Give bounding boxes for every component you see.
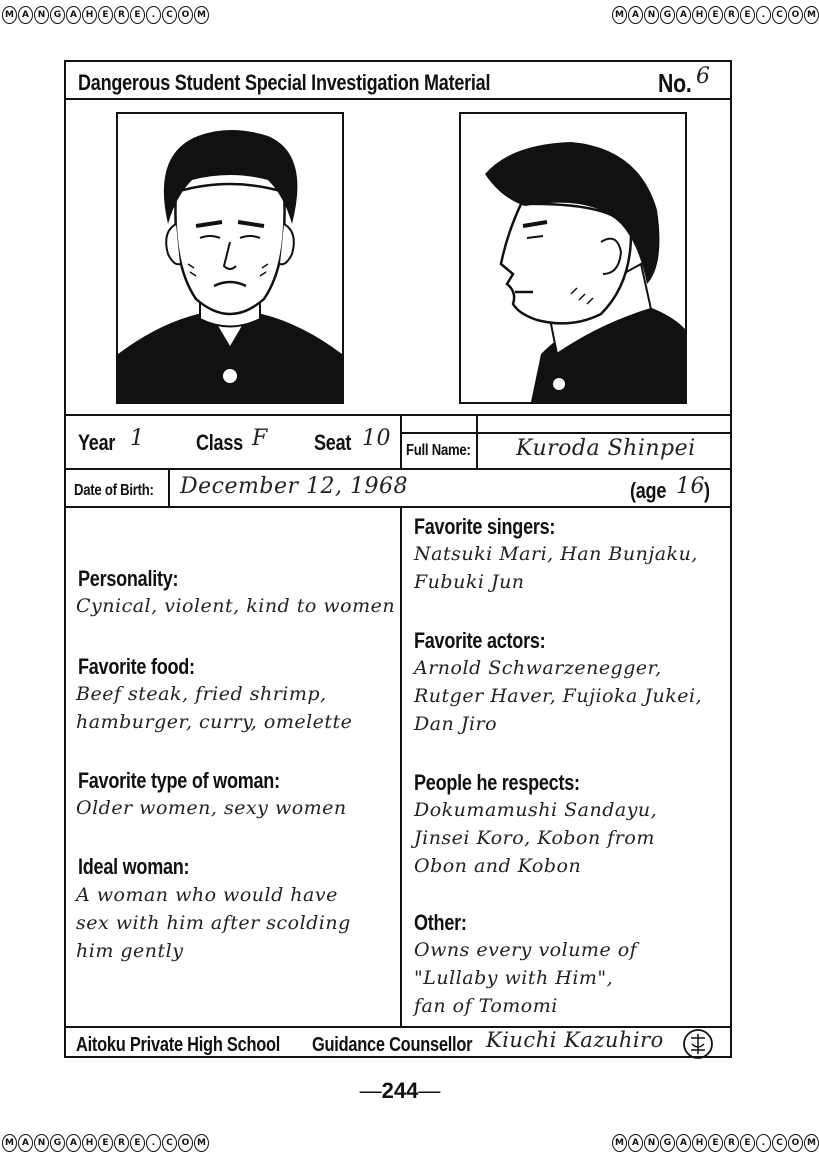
watermark-letter: O bbox=[788, 1134, 803, 1152]
watermark-letter: A bbox=[66, 6, 81, 24]
watermark-letter: C bbox=[162, 1134, 177, 1152]
dob-label: Date of Birth: bbox=[74, 482, 154, 499]
watermark-letter: C bbox=[162, 6, 177, 24]
watermark-bottom-right bbox=[612, 1134, 819, 1152]
watermark-letter: R bbox=[724, 6, 739, 24]
watermark-top-left bbox=[2, 6, 209, 24]
name-label-divider bbox=[476, 414, 478, 468]
watermark-letter: M bbox=[612, 6, 627, 24]
other-line2: "Lullaby with Him", bbox=[414, 967, 614, 989]
watermark-letter: N bbox=[644, 1134, 659, 1152]
photo-divider bbox=[66, 414, 730, 416]
ideal-woman-line2: sex with him after scolding bbox=[76, 912, 351, 934]
watermark-letter: M bbox=[804, 6, 819, 24]
form-number-label: No. bbox=[658, 68, 692, 98]
watermark-letter: G bbox=[50, 6, 65, 24]
ideal-woman-label: Ideal woman: bbox=[78, 854, 190, 879]
watermark-letter: E bbox=[740, 1134, 755, 1152]
watermark-letter: C bbox=[772, 1134, 787, 1152]
watermark-letter: R bbox=[724, 1134, 739, 1152]
page-number-dash-left: — bbox=[359, 1078, 382, 1103]
woman-type-label: Favorite type of woman: bbox=[78, 768, 280, 793]
year-value: 1 bbox=[130, 426, 145, 451]
watermark-letter: M bbox=[2, 1134, 17, 1152]
singers-label: Favorite singers: bbox=[414, 514, 556, 539]
respects-line3: Obon and Kobon bbox=[414, 855, 582, 877]
watermark-letter: A bbox=[628, 1134, 643, 1152]
watermark-letter: H bbox=[692, 1134, 707, 1152]
other-line3: fan of Tomomi bbox=[414, 995, 558, 1017]
favorite-food-line1: Beef steak, fried shrimp, bbox=[76, 683, 327, 705]
watermark-letter: A bbox=[66, 1134, 81, 1152]
fullname-value: Kuroda Shinpei bbox=[516, 436, 696, 461]
watermark-letter: R bbox=[114, 6, 129, 24]
watermark-letter: E bbox=[98, 6, 113, 24]
watermark-letter: O bbox=[178, 1134, 193, 1152]
singers-line2: Fubuki Jun bbox=[414, 571, 525, 593]
watermark-letter: A bbox=[18, 1134, 33, 1152]
watermark-letter: N bbox=[34, 6, 49, 24]
age-close: ) bbox=[704, 478, 710, 503]
watermark-letter: E bbox=[740, 6, 755, 24]
personality-label: Personality: bbox=[78, 566, 179, 591]
actors-label: Favorite actors: bbox=[414, 628, 546, 653]
watermark-top-right bbox=[612, 6, 819, 24]
profile-view-photo bbox=[459, 112, 687, 404]
watermark-letter: E bbox=[98, 1134, 113, 1152]
watermark-letter: M bbox=[194, 1134, 209, 1152]
respects-label: People he respects: bbox=[414, 770, 580, 795]
school-name: Aitoku Private High School bbox=[76, 1034, 281, 1056]
watermark-letter: N bbox=[644, 6, 659, 24]
dob-bottom-divider bbox=[66, 506, 730, 508]
watermark-letter: . bbox=[756, 6, 771, 24]
watermark-letter: E bbox=[708, 1134, 723, 1152]
watermark-bottom-left bbox=[2, 1134, 209, 1152]
respects-line2: Jinsei Koro, Kobon from bbox=[414, 827, 655, 849]
seat-label: Seat bbox=[314, 430, 352, 455]
front-portrait-illustration bbox=[118, 114, 342, 402]
watermark-letter: M bbox=[2, 6, 17, 24]
watermark-letter: C bbox=[772, 6, 787, 24]
header-divider bbox=[66, 98, 730, 100]
watermark-letter: G bbox=[660, 6, 675, 24]
counsellor-name: Kiuchi Kazuhiro bbox=[486, 1028, 664, 1052]
front-view-photo bbox=[116, 112, 344, 404]
favorite-food-line2: hamburger, curry, omelette bbox=[76, 711, 353, 733]
page-number-value: 244 bbox=[381, 1078, 419, 1103]
seat-value: 10 bbox=[362, 426, 391, 451]
form-number-value: 6 bbox=[696, 64, 711, 89]
watermark-letter: G bbox=[660, 1134, 675, 1152]
watermark-letter: . bbox=[756, 1134, 771, 1152]
other-label: Other: bbox=[414, 910, 467, 935]
counsellor-label: Guidance Counsellor bbox=[312, 1034, 473, 1056]
singers-line1: Natsuki Mari, Han Bunjaku, bbox=[414, 543, 698, 565]
name-top-divider bbox=[400, 432, 730, 434]
watermark-letter: N bbox=[34, 1134, 49, 1152]
watermark-letter: A bbox=[676, 6, 691, 24]
page-number-dash-right: — bbox=[418, 1078, 441, 1103]
watermark-letter: M bbox=[804, 1134, 819, 1152]
ideal-woman-line1: A woman who would have bbox=[76, 884, 338, 906]
watermark-letter: O bbox=[178, 6, 193, 24]
watermark-letter: E bbox=[130, 1134, 145, 1152]
watermark-letter: H bbox=[82, 6, 97, 24]
watermark-letter: H bbox=[82, 1134, 97, 1152]
actors-line2: Rutger Haver, Fujioka Jukei, bbox=[414, 685, 703, 707]
fullname-label: Full Name: bbox=[406, 442, 471, 459]
investigation-form bbox=[64, 60, 732, 1058]
year-label: Year bbox=[78, 430, 116, 455]
watermark-letter: A bbox=[18, 6, 33, 24]
dob-value: December 12, 1968 bbox=[180, 474, 408, 499]
age-open: (age bbox=[630, 478, 667, 503]
age-value: 16 bbox=[676, 474, 705, 499]
class-label: Class bbox=[196, 430, 243, 455]
personality-value: Cynical, violent, kind to women bbox=[76, 595, 396, 617]
form-title: Dangerous Student Special Investigation Material bbox=[78, 70, 491, 95]
class-value: F bbox=[252, 426, 268, 451]
watermark-letter: A bbox=[628, 6, 643, 24]
watermark-letter: M bbox=[194, 6, 209, 24]
respects-line1: Dokumamushi Sandayu, bbox=[414, 799, 658, 821]
profile-portrait-illustration bbox=[461, 114, 685, 402]
watermark-letter: . bbox=[146, 6, 161, 24]
counsellor-seal-stamp bbox=[682, 1028, 714, 1060]
dob-divider bbox=[168, 468, 170, 506]
name-left-divider bbox=[400, 414, 402, 468]
watermark-letter: E bbox=[130, 6, 145, 24]
watermark-letter: R bbox=[114, 1134, 129, 1152]
watermark-letter: H bbox=[692, 6, 707, 24]
page-number bbox=[0, 1078, 800, 1104]
watermark-letter: O bbox=[788, 6, 803, 24]
watermark-letter: G bbox=[50, 1134, 65, 1152]
watermark-letter: A bbox=[676, 1134, 691, 1152]
column-divider bbox=[400, 506, 402, 1026]
actors-line3: Dan Jiro bbox=[414, 713, 498, 735]
woman-type-value: Older women, sexy women bbox=[76, 797, 347, 819]
actors-line1: Arnold Schwarzenegger, bbox=[414, 657, 662, 679]
other-line1: Owns every volume of bbox=[414, 939, 638, 961]
ideal-woman-line3: him gently bbox=[76, 940, 184, 962]
watermark-letter: . bbox=[146, 1134, 161, 1152]
favorite-food-label: Favorite food: bbox=[78, 654, 195, 679]
watermark-letter: E bbox=[708, 6, 723, 24]
info-divider bbox=[66, 468, 730, 470]
watermark-letter: M bbox=[612, 1134, 627, 1152]
